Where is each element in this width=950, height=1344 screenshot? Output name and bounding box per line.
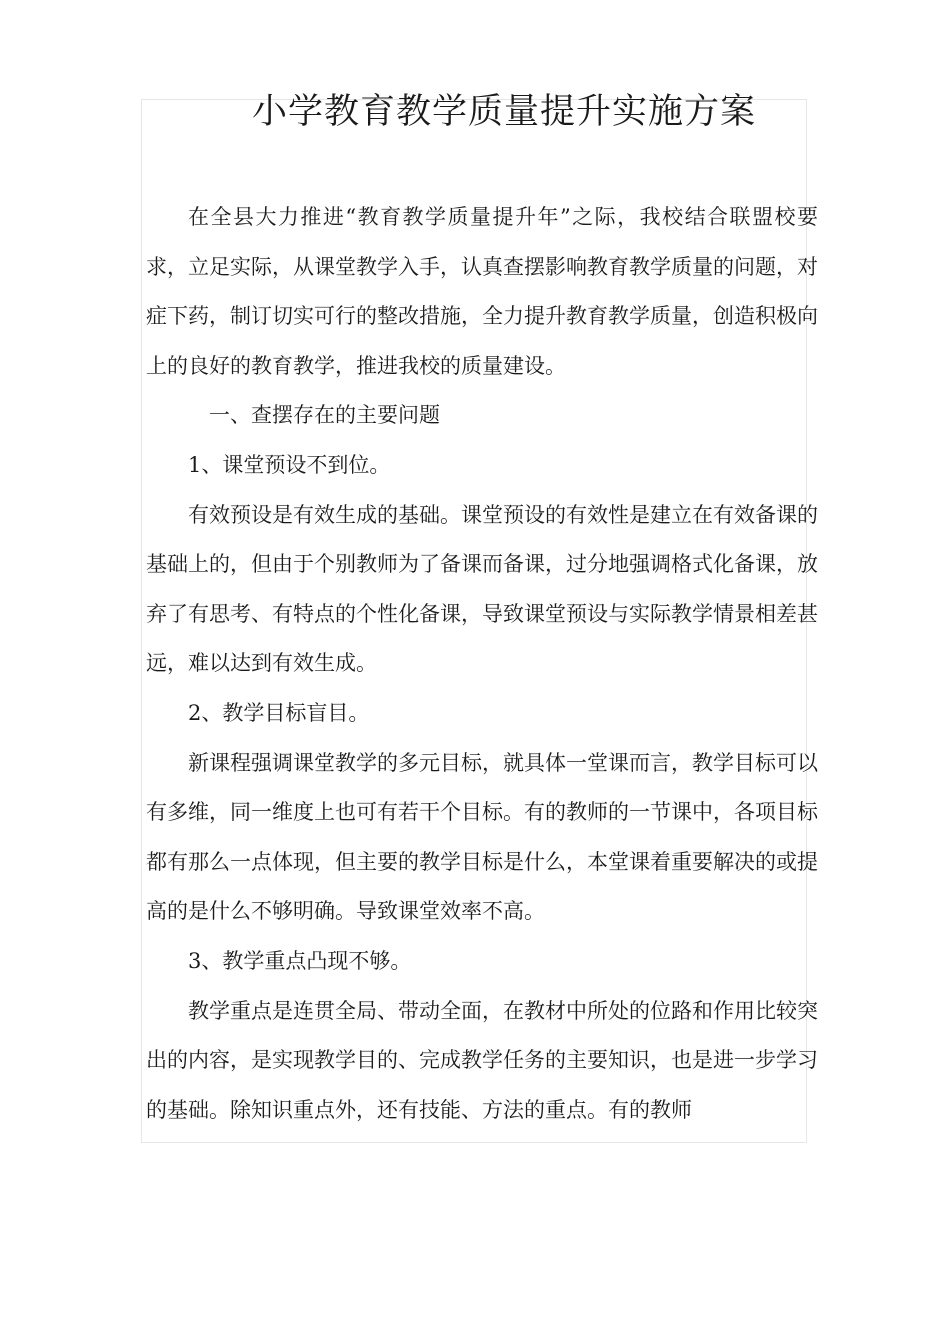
document-body (146, 193, 818, 1135)
item-heading-1: 1、课堂预设不到位。 (188, 452, 391, 477)
item-heading-2: 2、教学目标盲目。 (188, 700, 370, 725)
item-paragraph-3: 教学重点是连贯全局、带动全面，在教材中所处的位路和作用比较突出的内容，是实现教学目的、完成教学任务的主要知识，也是进一步学习的基础。除知识重点外，还有技能、方法的重点。有的教师 (146, 998, 818, 1122)
intro-paragraph: 在全县大力推进“教育教学质量提升年”之际，我校结合联盟校要求，立足实际，从课堂教学入手，认真查摆影响教育教学质量的问题，对症下药，制订切实可行的整改措施，全力提升教育教学质量，创造积极向上的良好的教育教学，推进我校的质量建设。 (146, 205, 818, 378)
item-paragraph-1: 有效预设是有效生成的基础。课堂预设的有效性是建立在有效备课的基础上的，但由于个别教师为了备课而备课，过分地强调格式化备课，放弃了有思考、有特点的个性化备课，导致课堂预设与实际教学情景相差甚远，难以达到有效生成。 (146, 502, 818, 676)
item-heading-3: 3、教学重点凸现不够。 (188, 948, 412, 973)
document-title: 小学教育教学质量提升实施方案 (251, 92, 756, 132)
item-paragraph-2: 新课程强调课堂教学的多元目标，就具体一堂课而言，教学目标可以有多维，同一维度上也可有若干个目标。有的教师的一节课中，各项目标都有那么一点体现，但主要的教学目标是什么，本堂课着重要解决的或提高的是什么不够明确。导致课堂效率不高。 (146, 750, 818, 924)
section-heading-problems: 一、查摆存在的主要问题 (209, 403, 440, 428)
